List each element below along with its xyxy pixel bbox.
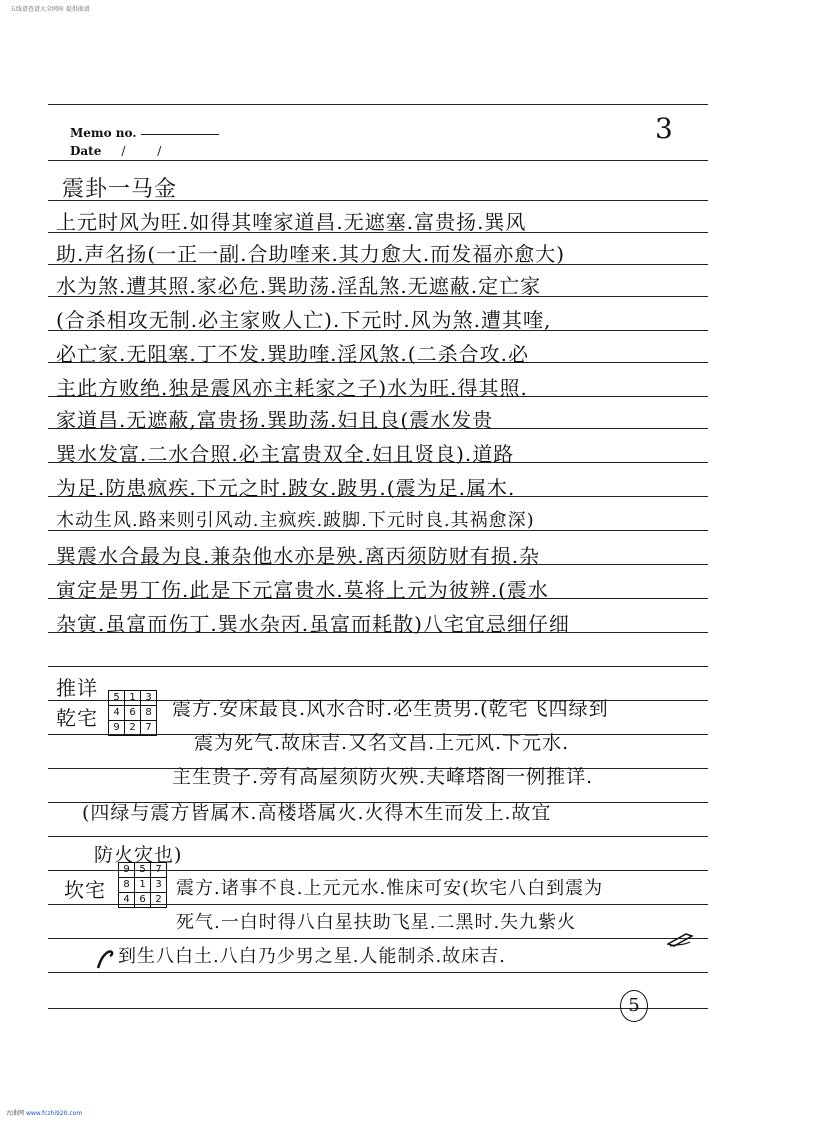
body-line: 为足.防患疯疾.下元之时.跛女.跛男.(震为足.属木. — [56, 476, 516, 500]
ruled-line — [48, 1008, 708, 1009]
grid-cell: 3 — [141, 691, 157, 706]
ruled-line — [48, 972, 708, 973]
body-line: 木动生风.路来则引风动.主疯疾.跛脚.下元时良.其祸愈深) — [56, 510, 535, 531]
circled-page-number: 5 — [620, 990, 648, 1022]
site-watermark: 五线谱查谱大全网库 提供曲谱 — [10, 6, 90, 13]
grid-cell: 7 — [151, 863, 167, 878]
ruled-line — [48, 666, 708, 667]
section-title: 震卦一马金 — [62, 177, 178, 202]
ruled-line — [48, 938, 708, 939]
date-value: / / — [121, 144, 176, 158]
grid-cell: 1 — [125, 691, 141, 706]
pen-doodle-icon — [666, 930, 694, 948]
grid-cell: 8 — [141, 706, 157, 721]
grid-cell: 9 — [119, 863, 135, 878]
kan-line: 到生八白土.八白乃少男之星.人能制杀.故床吉. — [118, 946, 506, 967]
body-line: 上元时风为旺.如得其喹家道昌.无遮塞.富贵扬.巽风 — [56, 210, 527, 234]
grid-cell: 6 — [125, 706, 141, 721]
body-line: 巽震水合最为良.兼杂他水亦是殃.离丙须防财有损.杂 — [56, 544, 541, 568]
qian-line: 震方.安床最良.风水合时.必生贵男.(乾宅飞四绿到 — [172, 698, 609, 720]
grid-cell: 4 — [119, 893, 135, 908]
qian-line: 主生贵子.旁有高屋须防火殃.夫峰塔阁一例推详. — [172, 766, 594, 788]
grid-cell: 5 — [135, 863, 151, 878]
footer-url-link[interactable]: www.fczhi920.com — [25, 1110, 83, 1117]
body-line: 寅定是男丁伤.此是下元富贵水.莫将上元为彼辨.(震水 — [56, 578, 549, 602]
body-line: 助.声名扬(一正一副.合助喹来.其力愈大.而发福亦愈大) — [56, 242, 566, 266]
body-line: 必亡家.无阻塞.丁不发.巽助喹.淫风煞.(二杀合攻.必 — [56, 342, 529, 366]
ruled-line — [48, 160, 708, 161]
qian-line: (四绿与震方皆属木.高楼塔属火.火得木生而发上.故宜 — [82, 802, 552, 824]
kan-line: 死气.一白时得八白星扶助飞星.二黑时.失九紫火 — [176, 912, 577, 933]
kan-house-label: 坎宅 — [64, 878, 106, 902]
grid-cell: 4 — [109, 706, 125, 721]
body-line: 杂寅.虽富而伤丁.巽水杂丙.虽富而耗散)八宅宜忌细仔细 — [56, 612, 570, 636]
grid-cell: 3 — [151, 878, 167, 893]
grid-cell: 9 — [109, 721, 125, 736]
grid-cell: 1 — [135, 878, 151, 893]
site-footer — [6, 1108, 82, 1117]
body-line: 巽水发富.二水合照.必主富贵双全.妇且贤良).道路 — [56, 442, 515, 466]
memo-no-label: Memo no. — [70, 126, 219, 140]
qian-line: 震为死气.故床吉.又名文昌.上元风.下元水. — [194, 732, 570, 754]
body-line: 水为煞.遭其照.家必危.巽助荡.淫乱煞.无遮蔽.定亡家 — [56, 274, 542, 298]
grid-cell: 8 — [119, 878, 135, 893]
grid-cell: 2 — [151, 893, 167, 908]
grid-cell: 5 — [109, 691, 125, 706]
date-label: Date / / — [70, 144, 176, 158]
body-line: (合杀相攻无制.必主家败人亡).下元时.风为煞.遭其喹, — [56, 308, 552, 332]
body-line: 推详 — [56, 676, 98, 700]
ruled-line — [48, 836, 708, 837]
kan-nine-palace-grid — [118, 862, 167, 908]
grid-cell: 7 — [141, 721, 157, 736]
grid-cell: 6 — [135, 893, 151, 908]
qian-line: 防火灾也) — [94, 844, 183, 866]
qian-house-label: 乾宅 — [56, 706, 98, 730]
qian-nine-palace-grid — [108, 690, 157, 736]
footer-site-name: 古曲网 — [6, 1110, 25, 1117]
body-line: 家道昌.无遮蔽,富贵扬.巽助荡.妇且良(震水发贵 — [56, 408, 494, 432]
pen-doodle-icon — [94, 948, 118, 970]
body-line: 主此方败绝.独是震风亦主耗家之子)水为旺.得其照. — [56, 376, 528, 400]
grid-cell: 2 — [125, 721, 141, 736]
ruled-line — [48, 104, 708, 105]
handwritten-page-number: 3 — [655, 112, 673, 145]
kan-line: 震方.诸事不良.上元元水.惟床可安(坎宅八白到震为 — [176, 878, 604, 899]
